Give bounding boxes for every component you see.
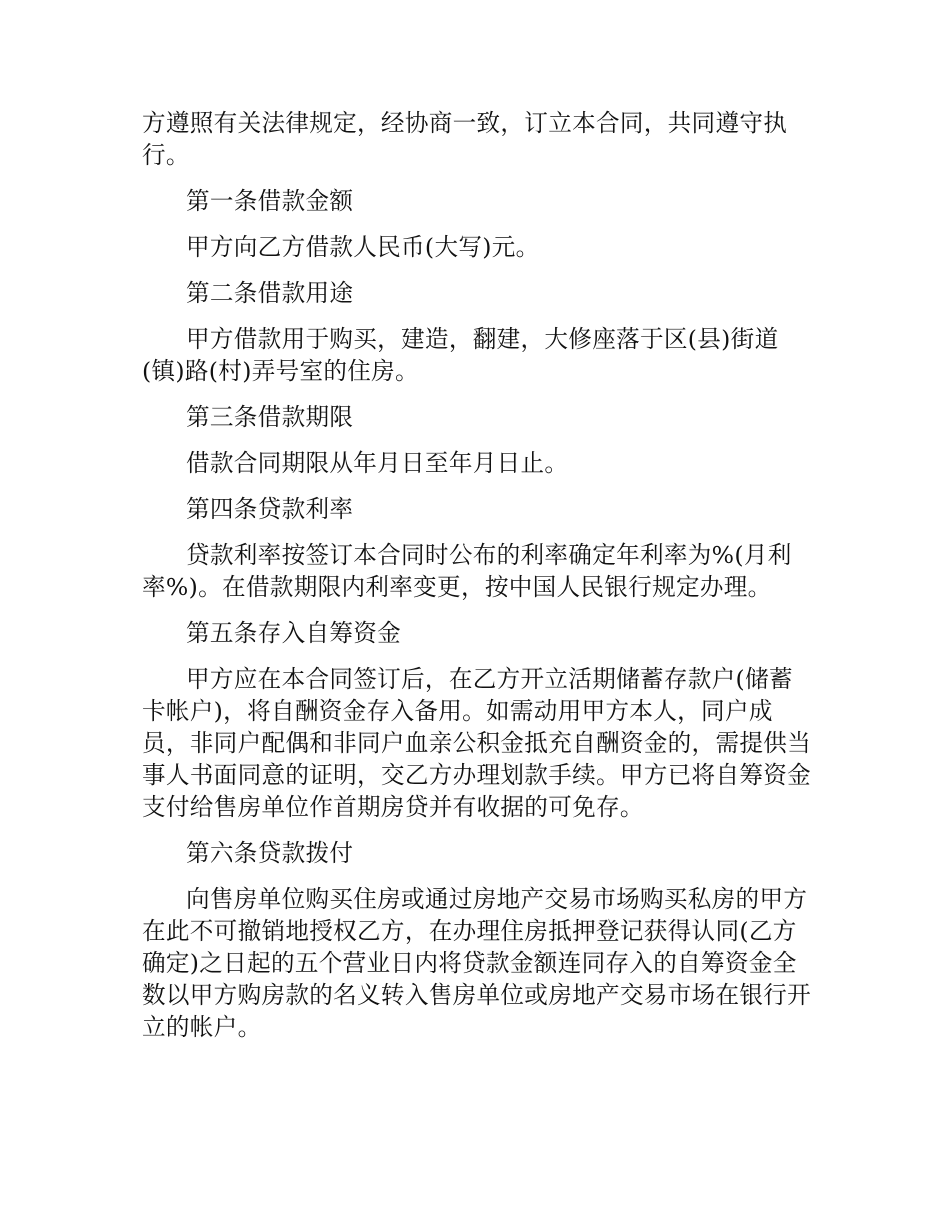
article-6-body: 向售房单位购买住房或通过房地产交易市场购买私房的甲方在此不可撤销地授权乙方，在办理住房抵押登记获得认同(乙方确定)之日起的五个营业日内将贷款金额连同存入的自筹资金全数以甲方购房款的名义转入售房单位或房地产交易市场在银行开立的帐户。 <box>142 885 812 1041</box>
paragraph-preamble: 方遵照有关法律规定，经协商一致，订立本合同，共同遵守执行。 <box>142 109 788 169</box>
article-4-heading: 第四条贷款利率 <box>186 495 354 523</box>
article-2-body: 甲方借款用于购买，建造，翻建，大修座落于区(县)街道(镇)路(村)弄号室的住房。 <box>142 325 779 385</box>
article-6-heading: 第六条贷款拨付 <box>186 839 354 867</box>
article-5-heading: 第五条存入自筹资金 <box>186 619 402 647</box>
article-4-body: 贷款利率按签订本合同时公布的利率确定年利率为%(月利率%)。在借款期限内利率变更，按中国人民银行规定办理。 <box>142 541 792 601</box>
article-3-heading: 第三条借款期限 <box>186 403 354 431</box>
article-1-heading: 第一条借款金额 <box>186 187 354 215</box>
article-5-body: 甲方应在本合同签订后，在乙方开立活期储蓄存款户(储蓄卡帐户)，将自酬资金存入备用。如需动用甲方本人，同户成员，非同户配偶和非同户血亲公积金抵充自酬资金的，需提供当事人书面同意的证明，交乙方办理划款手续。甲方已将自筹资金支付给售房单位作首期房贷并有收据的可免存。 <box>142 665 812 821</box>
article-2-heading: 第二条借款用途 <box>186 279 354 307</box>
article-3-body: 借款合同期限从年月日至年月日止。 <box>186 449 569 477</box>
document-page <box>142 107 812 1057</box>
article-1-body: 甲方向乙方借款人民币(大写)元。 <box>186 233 540 261</box>
